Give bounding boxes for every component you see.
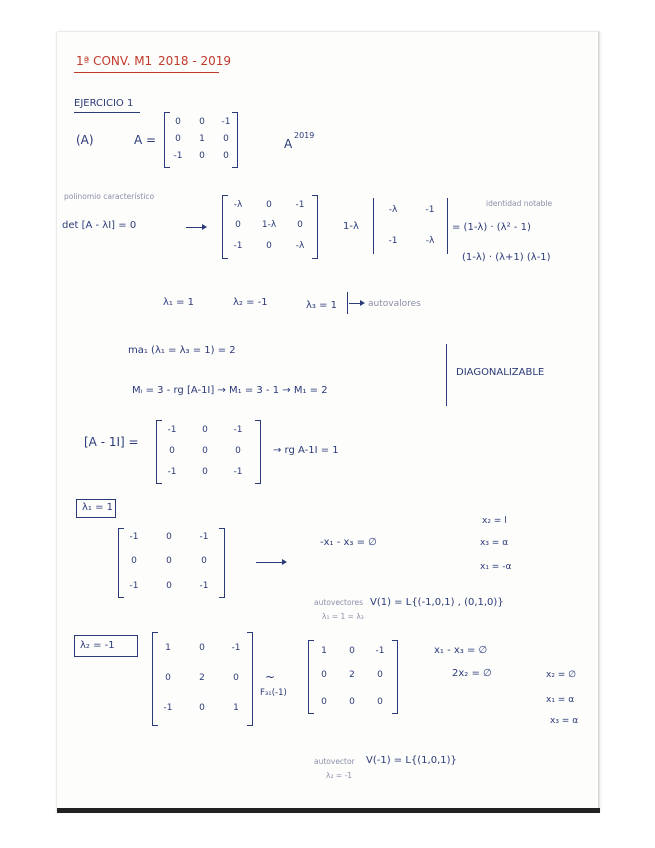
lambda2-matrix2-cell: 0 [377, 670, 383, 680]
rank-matrix-cell: 0 [235, 446, 241, 456]
arrow-icon [282, 559, 287, 565]
det2-cell: -λ [425, 236, 435, 246]
char-matrix-cell: 0 [266, 241, 272, 251]
rank-matrix-cell: 0 [202, 467, 208, 477]
rank-matrix-cell: -1 [167, 467, 177, 477]
lambda1-note-eigenvectors: autovectores [314, 598, 364, 607]
lambda2-matrix-cell: 0 [233, 673, 239, 683]
lambda1-matrix-right-bracket [219, 528, 225, 598]
matrix-a-cell: 0 [175, 134, 181, 144]
lambda2-solution: x₂ = ∅ [546, 670, 577, 680]
power-base: A [284, 137, 293, 151]
matrix-a-cell: 0 [223, 134, 229, 144]
lambda2-matrix2-cell: 0 [321, 670, 327, 680]
rank-matrix-cell: -1 [167, 425, 177, 435]
lambda1-matrix-cell: 0 [201, 556, 207, 566]
exam-title: 1ª CONV. M1 [76, 54, 153, 68]
lambda2-matrix-cell: 1 [233, 703, 239, 713]
lambda2-matrix-cell: -1 [163, 703, 173, 713]
eigenvalue-1: λ₁ = 1 [163, 297, 195, 308]
char-matrix-cell: -1 [233, 241, 243, 251]
page-bottom-edge [57, 808, 600, 813]
part-a-label: (A) [76, 133, 94, 147]
matrix-a-cell: -1 [173, 151, 183, 161]
lambda2-matrix2-cell: 0 [321, 697, 327, 707]
rank-matrix-cell: 0 [202, 425, 208, 435]
char-result-line-1: = (1-λ) · (λ² - 1) [452, 222, 531, 233]
rank-matrix-right-bracket [255, 420, 261, 484]
lambda2-matrix-cell: 2 [199, 673, 205, 683]
lambda1-matrix-cell: -1 [129, 532, 139, 542]
page-edge-shadow [598, 32, 601, 812]
rank-matrix-cell: -1 [233, 467, 243, 477]
lambda1-equation: -x₁ - x₃ = ∅ [320, 537, 377, 548]
lambda1-matrix-cell: -1 [199, 581, 209, 591]
lambda2-matrix2-cell: -1 [375, 646, 385, 656]
rank-matrix-lhs: [A - 1I] = [84, 435, 139, 449]
note-eigenvalues: autovalores [368, 299, 421, 309]
arrow-icon [202, 224, 207, 230]
lambda1-matrix-cell: -1 [199, 532, 209, 542]
row-operation: F₃₁(-1) [260, 688, 287, 698]
lambda2-matrix-cell: 1 [165, 643, 171, 653]
eigenvalue-2: λ₂ = -1 [233, 297, 268, 308]
char-result-line-2: (1-λ) · (λ+1) (λ-1) [462, 252, 551, 263]
matrix-a-cell: 0 [199, 117, 205, 127]
lambda1-solution: x₁ = -α [480, 562, 512, 572]
diagonalizable-result: DIAGONALIZABLE [456, 367, 545, 378]
matrix-a-cell: 1 [199, 134, 205, 144]
lambda2-equation: x₁ - x₃ = ∅ [434, 645, 488, 656]
det2-cell: -1 [388, 236, 398, 246]
lambda2-label: λ₂ = -1 [80, 640, 115, 651]
lambda1-matrix-cell: 0 [131, 556, 137, 566]
lambda1-label: λ₁ = 1 [82, 502, 114, 513]
lambda2-solution: x₁ = α [546, 695, 575, 705]
char-matrix-cell: 0 [235, 220, 241, 230]
arrow-line [186, 227, 202, 228]
arrow-icon [360, 300, 365, 306]
lambda2-matrix2-cell: 0 [349, 646, 355, 656]
determinant-left-bar [373, 198, 374, 254]
geometric-multiplicity: Mᵢ = 3 - rg [A-1I] → M₁ = 3 - 1 → M₁ = 2 [132, 385, 328, 396]
note-identity: identidad notable [486, 199, 553, 208]
lambda1-matrix-cell: 0 [166, 581, 172, 591]
char-matrix-cell: 1-λ [261, 220, 277, 230]
power-exponent: 2019 [294, 131, 315, 140]
title-underline [74, 72, 219, 73]
lambda1-matrix-cell: 0 [166, 532, 172, 542]
diagonalizable-brace [446, 344, 447, 406]
arrow-line [256, 562, 282, 563]
char-matrix-cell: -1 [295, 200, 305, 210]
char-matrix-cell: 0 [297, 220, 303, 230]
matrix-a-cell: -1 [221, 117, 231, 127]
determinant-right-bar [447, 198, 448, 254]
exam-years: 2018 - 2019 [158, 54, 232, 68]
lambda2-eigenspace: V(-1) = L{(1,0,1)} [366, 755, 457, 766]
lambda2-equation: 2x₂ = ∅ [452, 668, 492, 679]
matrix-a-cell: 0 [223, 151, 229, 161]
lambda1-solution: x₂ = l [482, 516, 507, 526]
lambda2-matrix2-cell: 1 [321, 646, 327, 656]
lambda2-matrix2-cell: 0 [349, 697, 355, 707]
note-characteristic-polynomial: polinomio característico [64, 192, 155, 201]
char-matrix-right-bracket [312, 195, 318, 259]
algebraic-multiplicity: ma₁ (λ₁ = λ₃ = 1) = 2 [128, 345, 236, 356]
det2-cell: -λ [388, 205, 398, 215]
matrix-a-lhs: A = [134, 133, 157, 147]
row-equivalence-symbol: ~ [265, 670, 276, 684]
eigen-bracket [347, 292, 348, 314]
lambda2-matrix2-cell: 0 [377, 697, 383, 707]
lambda2-matrix-cell: 0 [199, 643, 205, 653]
matrix-a-cell: 0 [175, 117, 181, 127]
det2-cell: -1 [425, 205, 435, 215]
matrix-a-cell: 0 [199, 151, 205, 161]
eigenvalue-3: λ₃ = 1 [306, 300, 338, 311]
lambda1-solution: x₃ = α [480, 538, 509, 548]
factor-term: 1-λ [343, 221, 359, 232]
char-matrix-cell: 0 [266, 200, 272, 210]
rank-matrix-cell: 0 [202, 446, 208, 456]
lambda1-matrix-cell: 0 [166, 556, 172, 566]
lambda2-solution: x₃ = α [550, 716, 579, 726]
lambda2-matrix-cell: -1 [231, 643, 241, 653]
lambda2-matrix-cell: 0 [199, 703, 205, 713]
lambda2-matrix-cell: 0 [165, 673, 171, 683]
lambda2-note-eigenvector: autovector [314, 757, 355, 766]
char-matrix-cell: -λ [295, 241, 305, 251]
lambda2-note-eigenvalue: λ₂ = -1 [326, 771, 352, 780]
lambda2-matrix2-right-bracket [392, 640, 398, 714]
lambda1-eigenspace: V(1) = L{(-1,0,1) , (0,1,0)} [370, 597, 504, 608]
exercise-underline [74, 112, 140, 113]
rank-result: → rg A-1I = 1 [273, 445, 339, 456]
lambda1-note-eigenvalues: λ₁ = 1 = λ₃ [322, 612, 364, 621]
lambda1-matrix-cell: -1 [129, 581, 139, 591]
notebook-page [57, 32, 600, 812]
rank-matrix-cell: -1 [233, 425, 243, 435]
char-matrix-cell: -λ [233, 200, 243, 210]
rank-matrix-cell: 0 [169, 446, 175, 456]
lambda2-matrix2-cell: 2 [349, 670, 355, 680]
determinant-equation: det [A - λI] = 0 [62, 220, 137, 231]
exercise-heading: EJERCICIO 1 [74, 98, 134, 109]
